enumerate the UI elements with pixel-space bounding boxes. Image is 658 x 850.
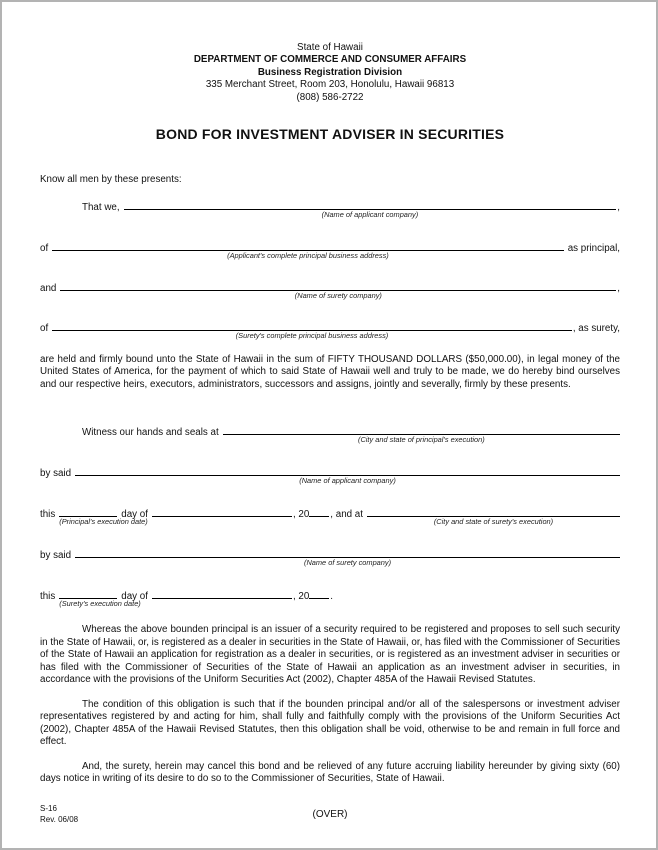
address-line: 335 Merchant Street, Room 203, Honolulu, Hawaii 96813 xyxy=(205,79,455,91)
witness-row xyxy=(40,424,620,445)
comma-20-label: , 20 xyxy=(292,590,310,602)
principal-date-row xyxy=(40,506,620,527)
surety-name-blank[interactable] xyxy=(60,280,616,301)
surety-month-blank[interactable] xyxy=(152,588,292,599)
surety-date-caption: (Surety's execution date) xyxy=(59,598,141,608)
revision-date: Rev. 06/08 xyxy=(40,814,79,824)
comma-20-label: , 20 xyxy=(292,509,310,521)
condition-paragraph: The condition of this obligation is such that if the bounden principal and/or all of the salespersons or investment adviser representatives registered by and acting for him, shall fully and faithfully comply with the provisions of the Uniform Securities Act (2002), Chapter 485A of the Hawaii Revised Statutes, then this obligation shall be void, otherwise to be and remain in full force and effect. xyxy=(40,698,620,748)
surety-name-exec-caption: (Name of surety company) xyxy=(303,558,392,567)
trailing-comma: , xyxy=(617,283,620,295)
surety-suffix: , as surety, xyxy=(572,322,620,334)
witness-label: Witness our hands and seals at xyxy=(82,427,219,439)
state-line: State of Hawaii xyxy=(297,42,363,53)
this-label: this xyxy=(40,509,56,521)
principal-date-caption: (Principal's execution date) xyxy=(59,517,148,527)
agency-header xyxy=(40,42,620,104)
of-label: of xyxy=(40,242,49,254)
principal-month-blank[interactable] xyxy=(152,506,292,517)
principal-city-blank[interactable] xyxy=(223,424,620,445)
trailing-comma: , xyxy=(617,202,620,214)
that-we-label: That we, xyxy=(82,202,120,214)
applicant-address-row xyxy=(40,240,620,260)
applicant-name-blank[interactable] xyxy=(124,199,617,220)
principal-city-caption: (City and state of principal's execution) xyxy=(357,435,485,445)
by-said-label: by said xyxy=(40,468,72,480)
form-number: S-16 xyxy=(40,803,57,813)
surety-address-caption: (Surety's complete principal business address) xyxy=(235,330,389,340)
this-label: this xyxy=(40,590,56,602)
by-said-surety-row xyxy=(40,547,620,567)
applicant-address-blank[interactable] xyxy=(52,240,564,260)
phone-line: (808) 586-2722 xyxy=(296,91,364,103)
by-said-label: by said xyxy=(40,550,72,561)
and-at-label: , and at xyxy=(330,509,363,521)
and-label: and xyxy=(40,283,57,295)
applicant-name-exec-blank[interactable] xyxy=(75,465,620,486)
of-label: of xyxy=(40,322,49,334)
obligation-paragraph: are held and firmly bound unto the State of Hawaii in the sum of FIFTY THOUSAND DOLLARS ($50,000.00), in legal money of the United States of America, for the payment of which to said State of Hawaii well and truly to be made, we do hereby bind ourselves and our respective heirs, executors, administrators, successors and assigns, jointly and severally, firmly by these presents. xyxy=(40,354,620,390)
principal-suffix: as principal, xyxy=(567,242,620,254)
applicant-name-exec-caption: (Name of applicant company) xyxy=(299,476,396,486)
document-title: BOND FOR INVESTMENT ADVISER IN SECURITIES xyxy=(155,126,505,143)
applicant-address-caption: (Applicant's complete principal business address) xyxy=(227,250,389,260)
surety-address-blank[interactable] xyxy=(52,320,572,340)
intro-clause: Know all men by these presents: xyxy=(40,174,182,186)
surety-city-caption: (City and state of surety's execution) xyxy=(433,517,554,527)
surety-address-row xyxy=(40,320,620,340)
day-of-label: day of xyxy=(121,509,148,521)
division-line: Business Registration Division xyxy=(257,66,403,78)
whereas-paragraph: Whereas the above bounden principal is an issuer of a security required to be registered and proposes to sell such security in the State of Hawaii, or, is registered as a dealer in securities in the State of Hawaii, or, has filed with the Commissioner of Securities of the State of Hawaii an application for registration as a dealer in securities, or is registered as an investment adviser in securities or has filed with the Commissioner of Securities of the State of Hawaii an application as an investment adviser in securities, in accordance with the provisions of the Uniform Securities Act (2002), Chapter 485A of the Hawaii Revised Statutes. xyxy=(40,624,620,685)
by-said-applicant-row xyxy=(40,465,620,486)
day-of-label: day of xyxy=(121,590,148,602)
principal-year-blank[interactable] xyxy=(309,506,329,517)
surety-date-row xyxy=(40,588,620,608)
department-line: DEPARTMENT OF COMMERCE AND CONSUMER AFFAIRS xyxy=(193,54,467,66)
page-footer xyxy=(40,803,620,843)
surety-year-blank[interactable] xyxy=(309,588,329,599)
surety-name-caption: (Name of surety company) xyxy=(294,291,382,301)
applicant-name-row xyxy=(40,199,620,220)
cancellation-paragraph: And, the surety, herein may cancel this bond and be relieved of any future accruing liability hereunder by giving sixty (60) days notice in writing of its desire to do so to the Commissioner of Securities, State of Hawaii. xyxy=(40,760,620,785)
over-label: (OVER) xyxy=(312,808,348,820)
surety-name-exec-blank[interactable] xyxy=(75,547,620,567)
period-label: . xyxy=(330,590,334,602)
surety-name-row xyxy=(40,280,620,301)
applicant-name-caption: (Name of applicant company) xyxy=(321,210,419,220)
surety-city-blank[interactable] xyxy=(367,506,620,527)
